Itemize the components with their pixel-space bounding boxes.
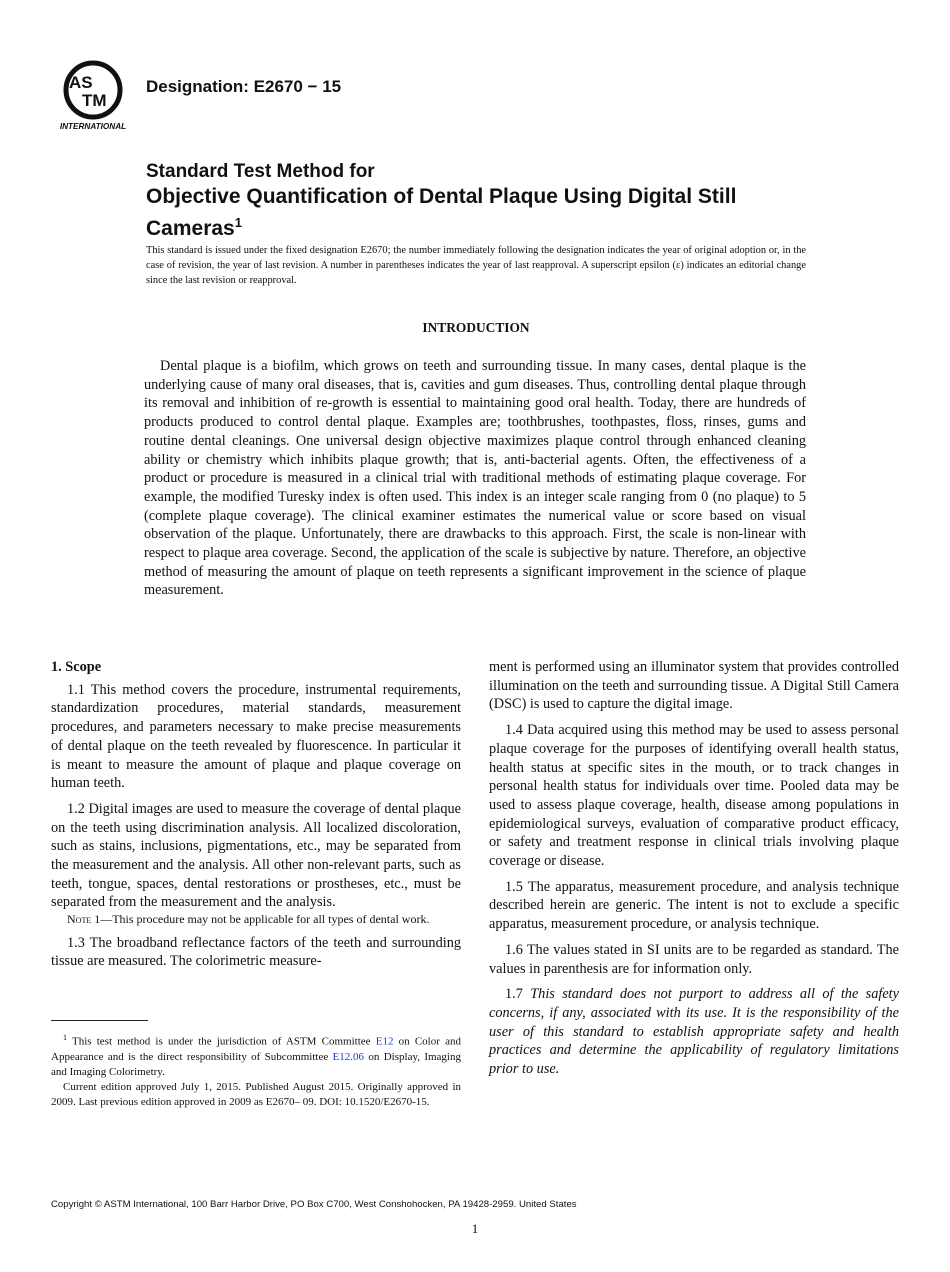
title-line-2: Objective Quantification of Dental Plaque Using Digital Still <box>146 185 737 208</box>
section-1-7 <box>489 985 899 1079</box>
section-1-3-continued: ment is performed using an illuminator system that provides controlled illumination on the teeth and surrounding tissue. A Digital Still Camera (DSC) is used to capture the digital image. <box>489 659 899 713</box>
section-1-2: 1.2 Digital images are used to measure the coverage of dental plaque on the teeth using discrimination analysis. All localized discoloration, such as stains, inclusions, pigmentations, etc., may be separated from the measurement and the analysis. All other non-relevant parts, such as teeth, tongue, spaces, dental restorations or prostheses, etc., must be separated from the measurement and the analysis. <box>51 800 461 911</box>
section-1-7-number: 1.7 <box>505 986 523 1003</box>
edition-note: Current edition approved July 1, 2015. Published August 2015. Originally approved in 2009. Last previous edition approved in 2009 as E2670– 09. DOI: 10.1520/E2670-15. <box>51 1080 461 1108</box>
logo-subtext: INTERNATIONAL <box>59 122 127 131</box>
section-1-4: 1.4 Data acquired using this method may be used to assess personal plaque coverage for the purposes of identifying overall health status, health status at specific sites in the mouth, or to track changes in personal health status for individuals over time. Pooled data may be used to assess plaque coverage, health, disease among populations in epidemiological surveys, evaluation of comparative product efficacy, or safety and treatment response in clinical trials involving plaque coverage or disease. <box>489 722 899 870</box>
astm-logo <box>52 58 134 132</box>
section-1-3-start: 1.3 The broadband reflectance factors of the teeth and surrounding tissue are measured. The colorimetric measure- <box>51 934 461 970</box>
footnote-divider <box>51 1020 148 1021</box>
introduction-body: Dental plaque is a biofilm, which grows on teeth and surrounding tissue. In many cases, dental plaque is the underlying cause of many oral diseases, that is, cavities and gum diseases. Thus, controlling dental plaque through its removal and inhibition of re-growth is essential to maintaining good oral health. Today, there are hundreds of products produced to control dental plaque. Examples are; toothbrushes, toothpastes, floss, rinses, gums and routine dental cleanings. One universal design objective maximizes plaque control through enhanced cleaning ability or chemistry which inhibits plaque growth; that is, anti-bacterial agents. Often, the effectiveness of a product or procedure is measured in a clinical trial with traditional methods of estimating plaque coverage. For example, the modified Turesky index is often used. This index is an integer scale ranging from 0 (no plaque) to 5 (complete plaque coverage). The clinical examiner estimates the numerical value or score based on visual observation of the plaque. Unfortunately, there are drawbacks to this approach. First, the scale is non-linear with respect to plaque area coverage. Second, the application of the scale is subjective by nature. Therefore, an objective method of measuring the amount of plaque on teeth represents a significant improvement in the science of plaque measurement. <box>144 358 806 599</box>
note-text: —This procedure may not be applicable for all types of dental work. <box>100 912 430 927</box>
left-column <box>51 658 461 978</box>
introduction-heading: INTRODUCTION <box>422 320 530 335</box>
document-title <box>146 160 866 242</box>
title-line-1: Standard Test Method for <box>146 161 375 182</box>
right-column <box>489 658 899 1086</box>
section-1-1: 1.1 This method covers the procedure, instrumental requirements, standardization procedures, material standards, measurement procedures, and parameters necessary to make precise measurements of dental plaque on the teeth revealed by fluorescence. In particular it is meant to measure the amount of plaque and plaque coverage on human teeth. <box>51 681 461 792</box>
note-label: Note 1 <box>67 912 101 927</box>
note-1 <box>51 912 461 928</box>
section-1-6: 1.6 The values stated in SI units are to be regarded as standard. The values in parenthesis are for information only. <box>489 941 899 977</box>
logo-letters-top: AS <box>69 73 93 92</box>
issuance-note: This standard is issued under the fixed designation E2670; the number immediately following the designation indicates the year of original adoption or, in the case of revision, the year of last revision. A number in parentheses indicates the year of last reapproval. A superscript epsilon (ε) indicates an editorial change since the last revision or reapproval. <box>146 245 806 286</box>
footnote-1: $^1$ This test method is under the jurisdiction of ASTM Committee E12 on Color and Appearance and is the direct responsibility of Subcommittee E12.06 on Display, Imaging and Imaging Colorimetry. <box>51 1033 461 1078</box>
section-1-5: 1.5 The apparatus, measurement procedure, and analysis technique described herein are generic. The intent is not to exclude a specific apparatus, measurement procedure, or analysis technique. <box>489 878 899 933</box>
title-line-3: Cameras$^1$ <box>146 215 242 240</box>
section-1-7-text: This standard does not purport to address all of the safety concerns, if any, associated with its use. It is the responsibility of the user of this standard to establish appropriate safety and health practices and determine the applicability of regulatory limitations prior to use. <box>489 986 899 1078</box>
link-e12-06[interactable]: E12.06 <box>332 1050 365 1063</box>
title-footnote-marker: 1 <box>234 215 242 230</box>
link-e12[interactable]: E12 <box>375 1035 394 1048</box>
footnotes <box>51 1030 461 1110</box>
page-number: 1 <box>471 1221 479 1236</box>
copyright-footer: Copyright © ASTM International, 100 Barr Harbor Drive, PO Box C700, West Conshohocken, PA 19428-2959. United States <box>51 1199 577 1210</box>
scope-heading: 1. Scope <box>51 659 102 675</box>
footnote-marker: 1 <box>63 1033 67 1042</box>
designation-label: Designation: E2670 − 15 <box>146 77 342 96</box>
logo-letters-bottom: TM <box>82 91 107 110</box>
